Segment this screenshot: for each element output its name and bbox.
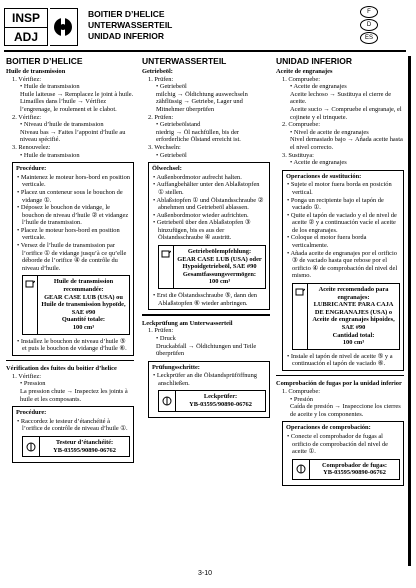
step: 3. Wechseln: <box>148 143 181 151</box>
procedure-item: • Getriebeöl über den Ablaßstopfen ③ hinzufügen, bis es aus der Ölstandsschraube ④ austritt. <box>153 219 251 242</box>
step-item: • Huile de transmission <box>20 151 80 159</box>
language-markers <box>360 6 378 45</box>
header-titles <box>88 9 172 42</box>
tool-icon <box>159 391 176 410</box>
procedure-item: • Leckprüfer an die Ölstandsprüföffnung anschließen. <box>153 372 257 387</box>
procedure-item: • Conecte el comprobador de fugas al orificio de comprobación del nivel de aceite ①. <box>287 433 389 456</box>
divider <box>276 375 404 377</box>
step-text: Limailles dans l’huile → Vérifiez l’engrenage, le roulement et le clabot. <box>20 98 117 113</box>
procedure-box <box>148 162 270 310</box>
lubricant-box <box>158 245 266 289</box>
tool-icon <box>23 437 40 456</box>
col-title: UNIDAD INFERIOR <box>276 56 353 66</box>
insp-label: INSP <box>5 9 47 28</box>
step-text: Nivel demasiado bajo → Añada aceite hasta el nivel correcto. <box>290 136 403 151</box>
section-title: Getriebeöl: <box>142 68 173 75</box>
divider <box>6 360 134 362</box>
step-item: • Niveau d’huile de transmission <box>20 121 104 129</box>
lang-d: D <box>360 19 378 31</box>
procedure-box <box>282 170 404 371</box>
procedure-title: Procédure: <box>16 409 47 417</box>
procedure-item: • Placez le moteur hors-bord en position verticale. <box>17 226 120 242</box>
step-text: Druckabfall → Öldichtungen und Teile überprüfen <box>156 342 257 358</box>
section-title: Aceite de engranajes <box>276 68 333 75</box>
procedure-item: • Raccordez le testeur d’étanchéité à l’orifice de contrôle de niveau d’huile ①. <box>17 417 128 433</box>
step: 1. Prüfen: <box>148 327 174 335</box>
step-item: • Presión <box>290 395 314 403</box>
step-text: zähflüssig → Getriebe, Lager und Mitnehmer überprüfen <box>156 98 243 113</box>
step: 3. Renouvelez: <box>12 143 51 151</box>
lube-line: GEAR CASE LUB (USA) ou <box>44 293 123 301</box>
tool-number: YB-03595/90890-06762 <box>189 401 252 409</box>
tool-box <box>292 459 400 480</box>
procedure-item: • Außenbordmotor aufrecht halten. <box>153 173 242 181</box>
lube-line: Gesamtfassungsvermögen: <box>182 270 257 278</box>
section-title: Huile de transmission <box>6 68 66 75</box>
procedure-item: • Erst die Ölstandsschraube ⑤, dann den Ablaßstopfen ⑥ wieder anbringen. <box>153 292 257 307</box>
procedure-item: • Ablaßstopfen ① und Ölstandsschraube ② abnehmen und Getriebeöl ablassen. <box>153 196 264 212</box>
step-text: Huile laiteuse → Remplacez le joint à huile. <box>20 90 134 98</box>
step-text: Aceite lechoso → Sustituya el cierre de aceite. <box>290 90 392 106</box>
procedure-item: • Placez un conteneur sous le bouchon de vidange ①. <box>17 188 123 204</box>
procedure-title: Operaciones de comprobación: <box>286 424 371 432</box>
lube-line: Huile de transmission hypoïde, SAE #90 <box>41 301 126 316</box>
tool-name: Comprobador de fugas: <box>321 461 388 469</box>
procedure-title: Ölwechsel: <box>152 165 182 173</box>
step-text: Aceite sucio → Compruebe el engranaje, el cojinete y el trinquete. <box>290 105 402 121</box>
tool-number: YB-03595/90890-06762 <box>323 469 386 477</box>
step-item: • Getriebeölstand <box>156 121 201 129</box>
lube-line: Aceite recomendado para engranajes: <box>318 286 389 301</box>
column-spanish <box>276 56 404 489</box>
step: 2. Vérifiez: <box>12 113 41 121</box>
step-text: niedrig → Öl nachfüllen, bis der erforderliche Ölstand erreicht ist. <box>156 128 241 144</box>
step-text: milchig → Öldichtung auswechseln <box>156 90 248 98</box>
lube-line: Hypoidgetriebeöl, SAE #90 <box>182 263 257 271</box>
procedure-item: • Sujete el motor fuera borda en posición vertical. <box>287 181 392 196</box>
oil-can-icon <box>23 276 38 333</box>
procedure-item: • Auffangbehälter unter den Ablaßstopfen ① stellen. <box>153 181 260 196</box>
lang-f: F <box>360 6 378 18</box>
tool-name: Leckprüfer: <box>203 393 238 401</box>
step: 1. Compruebe: <box>282 75 320 83</box>
header-title-fr: BOITIER D’HELICE <box>88 9 165 19</box>
procedure-box <box>12 406 134 463</box>
step: 2. Compruebe: <box>282 121 320 129</box>
column-german <box>142 56 270 421</box>
procedure-item: • Ponga un recipiente bajo el tapón de vaciado ①. <box>287 196 384 212</box>
oil-can-icon <box>293 284 308 349</box>
procedure-box <box>282 421 404 486</box>
procedure-box <box>148 361 270 418</box>
tool-name: Testeur d’étanchéité: <box>55 439 114 447</box>
side-bar <box>408 56 411 566</box>
step-text: Niveau bas → Faites l’appoint d’huile au niveau spécifié. <box>20 128 126 144</box>
lube-line: Cantidad total: <box>332 331 375 339</box>
section-title: Comprobación de fugas por la unidad inferior <box>276 380 402 388</box>
section-title: Vérification des fuites du boitier d’helice <box>6 365 117 373</box>
lube-line: LUBRICANTE PARA CAJA DE ENGRANAJES (USA) o <box>313 301 394 316</box>
procedure-title: Procédure: <box>16 165 47 173</box>
step: 1. Vérifiez: <box>12 75 41 83</box>
tool-box <box>158 390 266 411</box>
procedure-box <box>12 162 134 356</box>
step-text: La pression chute → Inspectez les joints à huile et les composants. <box>20 388 128 403</box>
procedure-item: • Außenbordmotor wieder aufrichten. <box>153 211 249 219</box>
step: 2. Prüfen: <box>148 113 174 121</box>
col-title: UNTERWASSERTEIL <box>142 56 227 66</box>
insp-adj-box <box>4 8 48 46</box>
divider <box>142 314 270 316</box>
procedure-title: Prüfungsschritte: <box>152 363 200 371</box>
procedure-item: • Maintenez le moteur hors-bord en position verticale. <box>17 173 130 189</box>
tool-box <box>22 436 130 457</box>
adj-label: ADJ <box>13 30 38 44</box>
lubricant-box <box>292 283 400 350</box>
lube-line: 100 cm³ <box>342 339 365 347</box>
step-item: • Pression <box>20 380 46 388</box>
step-item: • Getriebeöl <box>156 83 187 91</box>
header-title-de: UNTERWASSERTEIL <box>88 20 173 30</box>
step-item: • Huile de transmission <box>20 83 80 91</box>
procedure-title: Operaciones de sustitución: <box>286 172 362 180</box>
lube-line: 100 cm³ <box>208 278 231 286</box>
step-item: • Nivel de aceite de engranajes <box>290 128 369 136</box>
step-item: • Getriebeöl <box>156 151 187 159</box>
column-french <box>6 56 134 466</box>
section-title: Leckprüfung am Unterwasserteil <box>142 319 233 327</box>
page-number: 3-10 <box>198 570 213 577</box>
step: 1. Prüfen: <box>148 75 174 83</box>
lube-line: Getriebeölempfehlung: <box>187 248 252 256</box>
procedure-item: • Installez le bouchon de niveau d’huile ⑤ et puis le bouchon de vidange d’huile ⑥. <box>17 337 127 353</box>
header-title-es: UNIDAD INFERIOR <box>88 31 165 41</box>
lube-line: Huile de transmission recommandée: <box>53 278 114 294</box>
oil-can-icon <box>159 246 174 288</box>
procedure-item: • Instale el tapón de nivel de aceite ⑤ y a continuación el tapón de vaciado ⑥. <box>287 352 393 368</box>
step-item: • Aceite de engranajes <box>290 159 347 167</box>
procedure-item: • Quite el tapón de vaciado y el de nivel de aceite ② y a continuación vacíe el aceite de los engranajes. <box>287 211 397 234</box>
wrench-icon <box>50 8 78 46</box>
lang-es: ES <box>360 32 378 44</box>
header-rule <box>4 50 406 52</box>
procedure-item: • Déposez le bouchon de vidange, le bouchon de niveau d’huile ② et vidangez l’huile de transmission. <box>17 204 129 227</box>
lube-line: GEAR CASE LUB (USA) oder <box>177 255 262 263</box>
tool-number: YB-03595/90890-06762 <box>53 446 116 454</box>
lube-line: 100 cm³ <box>72 324 95 331</box>
step: 1. Vérifiez: <box>12 372 41 380</box>
step: 1. Compruebe: <box>282 388 320 396</box>
lube-line: Aceite de engranajes hipoides, SAE #90 <box>312 316 395 331</box>
procedure-item: • Versez de l’huile de transmission par l’orifice ① de vidange jusqu’à ce qu’elle déborde de l’orifice ④ de contrôle du niveau d’huile. <box>17 242 127 272</box>
step-text: Caída de presión → Inspeccione los cierres de aceite y los componentes. <box>290 403 401 418</box>
procedure-item: • Coloque el motor fuera borda verticalmente. <box>287 234 367 250</box>
lube-line: Quantité totale: <box>61 316 106 324</box>
step-item: • Druck <box>156 334 176 342</box>
procedure-item: • Añada aceite de engranajes por el orificio ③ de vaciado hasta que rebose por el orificio ④ de comprobación del nivel del mismo. <box>287 249 398 280</box>
step-item: • Aceite de engranajes <box>290 83 347 91</box>
tool-icon <box>293 460 310 479</box>
col-title: BOITIER D’HELICE <box>6 56 83 66</box>
lubricant-box <box>22 275 130 334</box>
step: 3. Sustituya: <box>282 151 314 159</box>
